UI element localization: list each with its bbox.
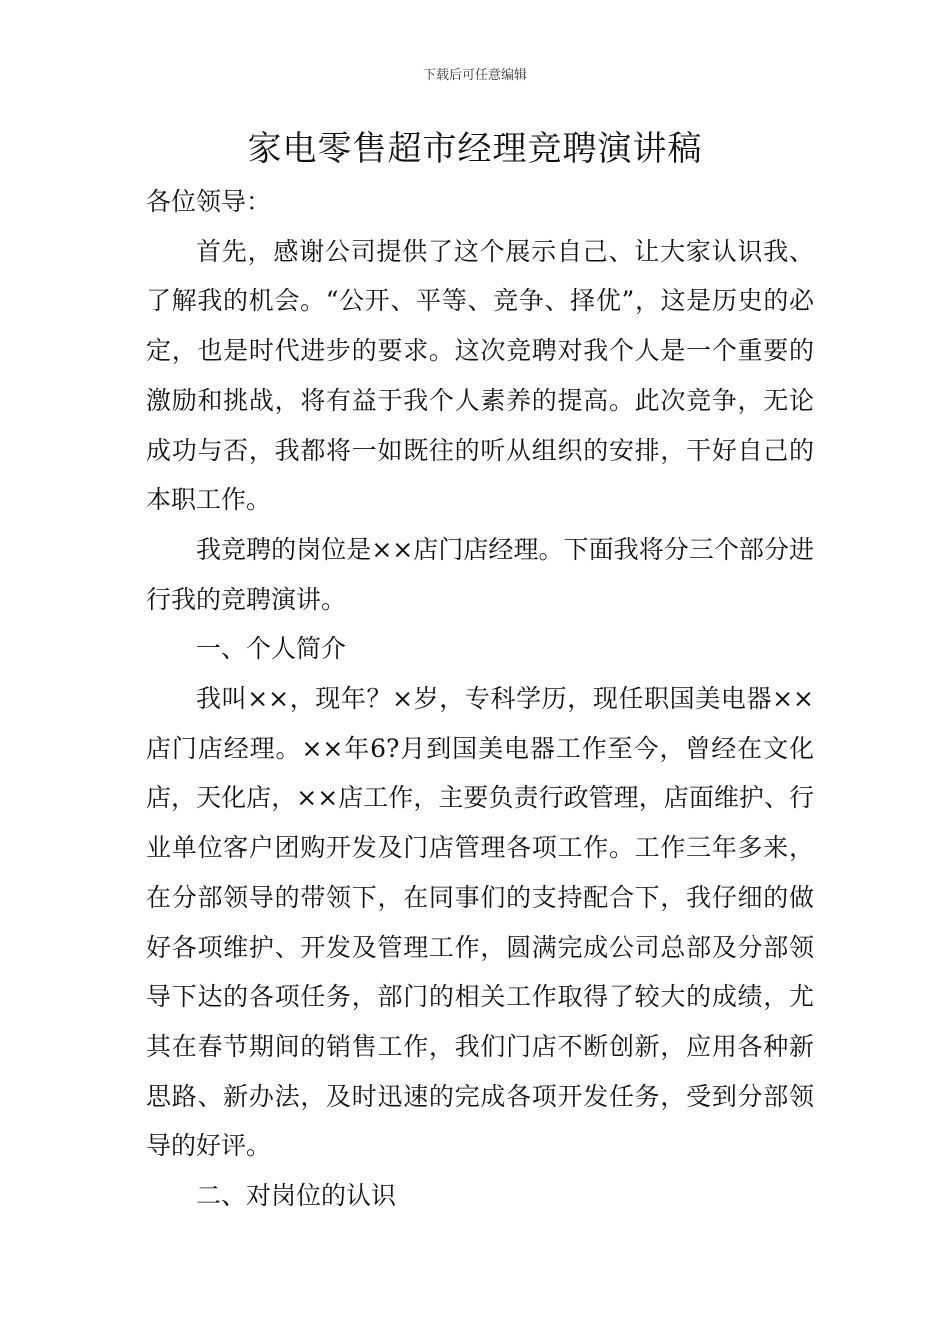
paragraph-position: 我竞聘的岗位是××店门店经理。下面我将分三个部分进行我的竞聘演讲。 — [146, 534, 814, 614]
paragraph-personal-intro: 我叫××，现年？×岁，专科学历，现任职国美电器××店门店经理。××年6?月到国美电器工作至今，曾经在文化店，天化店，××店工作，主要负责行政管理，店面维护、行业单位客户团购开发及门店管理各项工作。工作三年多来，在分部领导的带领下，在同事们的支持配合下，我仔细的做好各项维护、开发及管理工作，圆满完成公司总部及分部领导下达的各项任务，部门的相关工作取得了较大的成绩，尤其在春节期间的销售工作，我们门店不断创新，应用各种新思路、新办法，及时迅速的完成各项开发任务，受到分部领导的好评。 — [146, 684, 814, 1161]
paragraph-intro: 首先，感谢公司提供了这个展示自己、让大家认识我、了解我的机会。“公开、平等、竞争、择优”，这是历史的必定，也是时代进步的要求。这次竞聘对我个人是一个重要的激励和挑战，将有益于我个人素养的提高。此次竞争，无论成功与否，我都将一如既往的听从组织的安排，干好自己的本职工作。 — [146, 236, 814, 515]
section-heading-personal-intro: 一、个人简介 — [196, 634, 347, 664]
document-body — [146, 177, 814, 1221]
section-heading-position-understanding: 二、对岗位的认识 — [196, 1181, 397, 1211]
header-note: 下载后可任意编辑 — [422, 68, 527, 83]
salutation: 各位领导： — [146, 187, 272, 216]
document-title: 家电零售超市经理竞聘演讲稿 — [247, 129, 703, 169]
